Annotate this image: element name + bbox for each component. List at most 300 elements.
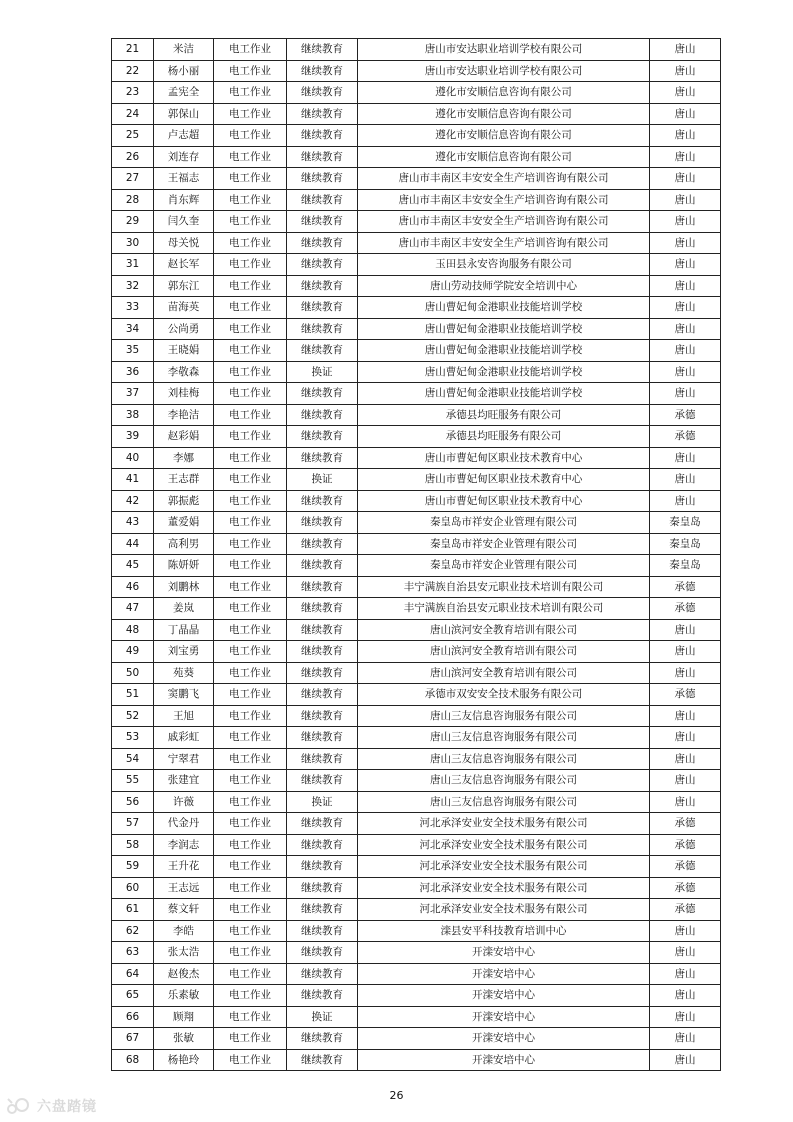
job-type-cell: 电工作业 (214, 727, 287, 749)
name-cell: 赵长军 (154, 254, 214, 276)
region-cell: 唐山 (650, 82, 721, 104)
table-row (112, 791, 721, 813)
name-cell: 郭振彪 (154, 490, 214, 512)
table-row (112, 877, 721, 899)
training-type-cell: 换证 (287, 1006, 358, 1028)
training-type-cell: 继续教育 (287, 899, 358, 921)
training-type-cell: 继续教育 (287, 125, 358, 147)
training-type-cell: 继续教育 (287, 146, 358, 168)
job-type-cell: 电工作业 (214, 555, 287, 577)
training-type-cell: 继续教育 (287, 641, 358, 663)
row-number-cell: 29 (112, 211, 154, 233)
name-cell: 李娜 (154, 447, 214, 469)
row-number-cell: 50 (112, 662, 154, 684)
training-institution-cell: 唐山曹妃甸金港职业技能培训学校 (358, 318, 650, 340)
training-institution-cell: 承德县均旺服务有限公司 (358, 426, 650, 448)
table-row (112, 899, 721, 921)
training-type-cell: 继续教育 (287, 82, 358, 104)
training-type-cell: 继续教育 (287, 297, 358, 319)
training-institution-cell: 河北承泽安业安全技术服务有限公司 (358, 813, 650, 835)
job-type-cell: 电工作业 (214, 899, 287, 921)
table-row (112, 1028, 721, 1050)
region-cell: 唐山 (650, 985, 721, 1007)
name-cell: 李润志 (154, 834, 214, 856)
training-institution-cell: 唐山市丰南区丰安安全生产培训咨询有限公司 (358, 211, 650, 233)
training-type-cell: 继续教育 (287, 963, 358, 985)
training-institution-cell: 玉田县永安咨询服务有限公司 (358, 254, 650, 276)
row-number-cell: 58 (112, 834, 154, 856)
name-cell: 母关悦 (154, 232, 214, 254)
training-type-cell: 继续教育 (287, 619, 358, 641)
region-cell: 承德 (650, 684, 721, 706)
row-number-cell: 39 (112, 426, 154, 448)
job-type-cell: 电工作业 (214, 211, 287, 233)
region-cell: 唐山 (650, 447, 721, 469)
table-row (112, 662, 721, 684)
row-number-cell: 35 (112, 340, 154, 362)
region-cell: 秦皇岛 (650, 555, 721, 577)
training-institution-cell: 丰宁满族自治县安元职业技术培训有限公司 (358, 576, 650, 598)
region-cell: 承德 (650, 598, 721, 620)
region-cell: 唐山 (650, 275, 721, 297)
name-cell: 刘鹏林 (154, 576, 214, 598)
training-type-cell: 继续教育 (287, 770, 358, 792)
region-cell: 唐山 (650, 211, 721, 233)
region-cell: 唐山 (650, 469, 721, 491)
job-type-cell: 电工作业 (214, 469, 287, 491)
job-type-cell: 电工作业 (214, 254, 287, 276)
training-type-cell: 继续教育 (287, 340, 358, 362)
job-type-cell: 电工作业 (214, 684, 287, 706)
training-institution-cell: 开滦安培中心 (358, 1028, 650, 1050)
training-institution-cell: 遵化市安顺信息咨询有限公司 (358, 82, 650, 104)
region-cell: 唐山 (650, 1049, 721, 1071)
training-type-cell: 继续教育 (287, 985, 358, 1007)
table-row (112, 490, 721, 512)
name-cell: 苑葵 (154, 662, 214, 684)
job-type-cell: 电工作业 (214, 168, 287, 190)
training-type-cell: 继续教育 (287, 318, 358, 340)
job-type-cell: 电工作业 (214, 275, 287, 297)
training-institution-cell: 丰宁满族自治县安元职业技术培训有限公司 (358, 598, 650, 620)
job-type-cell: 电工作业 (214, 39, 287, 61)
name-cell: 姜岚 (154, 598, 214, 620)
table-row (112, 576, 721, 598)
table-body (112, 39, 721, 1071)
row-number-cell: 25 (112, 125, 154, 147)
training-type-cell: 继续教育 (287, 834, 358, 856)
name-cell: 王旭 (154, 705, 214, 727)
table-row (112, 103, 721, 125)
training-institution-cell: 秦皇岛市祥安企业管理有限公司 (358, 533, 650, 555)
training-institution-cell: 开滦安培中心 (358, 1006, 650, 1028)
region-cell: 唐山 (650, 146, 721, 168)
training-institution-cell: 唐山市曹妃甸区职业技术教育中心 (358, 469, 650, 491)
table-row (112, 770, 721, 792)
region-cell: 唐山 (650, 232, 721, 254)
training-institution-cell: 开滦安培中心 (358, 1049, 650, 1071)
name-cell: 孟宪全 (154, 82, 214, 104)
name-cell: 王晓娟 (154, 340, 214, 362)
job-type-cell: 电工作业 (214, 1049, 287, 1071)
name-cell: 陈妍妍 (154, 555, 214, 577)
row-number-cell: 30 (112, 232, 154, 254)
training-institution-cell: 唐山三友信息咨询服务有限公司 (358, 748, 650, 770)
table-row (112, 705, 721, 727)
name-cell: 苗海英 (154, 297, 214, 319)
region-cell: 承德 (650, 877, 721, 899)
row-number-cell: 68 (112, 1049, 154, 1071)
page-number: 26 (389, 1089, 404, 1102)
training-type-cell: 继续教育 (287, 877, 358, 899)
job-type-cell: 电工作业 (214, 426, 287, 448)
row-number-cell: 54 (112, 748, 154, 770)
training-type-cell: 继续教育 (287, 512, 358, 534)
region-cell: 承德 (650, 813, 721, 835)
name-cell: 戚彩虹 (154, 727, 214, 749)
region-cell: 唐山 (650, 168, 721, 190)
row-number-cell: 60 (112, 877, 154, 899)
training-type-cell: 换证 (287, 469, 358, 491)
region-cell: 唐山 (650, 60, 721, 82)
region-cell: 承德 (650, 426, 721, 448)
row-number-cell: 27 (112, 168, 154, 190)
job-type-cell: 电工作业 (214, 189, 287, 211)
table-row (112, 361, 721, 383)
table-row (112, 727, 721, 749)
row-number-cell: 55 (112, 770, 154, 792)
job-type-cell: 电工作业 (214, 404, 287, 426)
name-cell: 窦鹏飞 (154, 684, 214, 706)
training-type-cell: 继续教育 (287, 60, 358, 82)
region-cell: 唐山 (650, 383, 721, 405)
region-cell: 唐山 (650, 770, 721, 792)
name-cell: 刘宝勇 (154, 641, 214, 663)
training-type-cell: 继续教育 (287, 727, 358, 749)
training-type-cell: 继续教育 (287, 705, 358, 727)
job-type-cell: 电工作业 (214, 641, 287, 663)
job-type-cell: 电工作业 (214, 942, 287, 964)
row-number-cell: 57 (112, 813, 154, 835)
training-institution-cell: 唐山三友信息咨询服务有限公司 (358, 770, 650, 792)
training-institution-cell: 遵化市安顺信息咨询有限公司 (358, 146, 650, 168)
training-type-cell: 继续教育 (287, 254, 358, 276)
name-cell: 张太浩 (154, 942, 214, 964)
row-number-cell: 47 (112, 598, 154, 620)
table-row (112, 469, 721, 491)
table-row (112, 963, 721, 985)
region-cell: 承德 (650, 856, 721, 878)
table-row (112, 146, 721, 168)
job-type-cell: 电工作业 (214, 297, 287, 319)
training-type-cell: 继续教育 (287, 748, 358, 770)
table-row (112, 232, 721, 254)
row-number-cell: 32 (112, 275, 154, 297)
training-institution-cell: 唐山曹妃甸金港职业技能培训学校 (358, 383, 650, 405)
training-type-cell: 继续教育 (287, 684, 358, 706)
training-institution-cell: 唐山三友信息咨询服务有限公司 (358, 705, 650, 727)
training-institution-cell: 唐山市丰南区丰安安全生产培训咨询有限公司 (358, 189, 650, 211)
training-type-cell: 继续教育 (287, 490, 358, 512)
training-institution-cell: 河北承泽安业安全技术服务有限公司 (358, 834, 650, 856)
job-type-cell: 电工作业 (214, 877, 287, 899)
name-cell: 卢志超 (154, 125, 214, 147)
job-type-cell: 电工作业 (214, 598, 287, 620)
name-cell: 宁翠君 (154, 748, 214, 770)
table-row (112, 447, 721, 469)
training-institution-cell: 河北承泽安业安全技术服务有限公司 (358, 877, 650, 899)
training-type-cell: 继续教育 (287, 598, 358, 620)
row-number-cell: 63 (112, 942, 154, 964)
row-number-cell: 38 (112, 404, 154, 426)
training-type-cell: 继续教育 (287, 555, 358, 577)
region-cell: 唐山 (650, 1006, 721, 1028)
training-institution-cell: 秦皇岛市祥安企业管理有限公司 (358, 512, 650, 534)
certification-table (111, 38, 721, 1071)
row-number-cell: 21 (112, 39, 154, 61)
row-number-cell: 28 (112, 189, 154, 211)
name-cell: 顾翔 (154, 1006, 214, 1028)
name-cell: 许薇 (154, 791, 214, 813)
table-row (112, 426, 721, 448)
job-type-cell: 电工作业 (214, 383, 287, 405)
table-row (112, 275, 721, 297)
job-type-cell: 电工作业 (214, 361, 287, 383)
table-row (112, 985, 721, 1007)
training-institution-cell: 河北承泽安业安全技术服务有限公司 (358, 856, 650, 878)
table-row (112, 404, 721, 426)
name-cell: 赵彩娟 (154, 426, 214, 448)
row-number-cell: 44 (112, 533, 154, 555)
job-type-cell: 电工作业 (214, 985, 287, 1007)
row-number-cell: 56 (112, 791, 154, 813)
region-cell: 唐山 (650, 340, 721, 362)
job-type-cell: 电工作业 (214, 920, 287, 942)
name-cell: 李敬森 (154, 361, 214, 383)
training-type-cell: 继续教育 (287, 404, 358, 426)
table-row (112, 254, 721, 276)
row-number-cell: 66 (112, 1006, 154, 1028)
table-row (112, 1049, 721, 1071)
name-cell: 丁晶晶 (154, 619, 214, 641)
row-number-cell: 33 (112, 297, 154, 319)
region-cell: 唐山 (650, 254, 721, 276)
region-cell: 承德 (650, 404, 721, 426)
job-type-cell: 电工作业 (214, 856, 287, 878)
training-type-cell: 继续教育 (287, 942, 358, 964)
training-institution-cell: 开滦安培中心 (358, 963, 650, 985)
row-number-cell: 61 (112, 899, 154, 921)
name-cell: 董爱娟 (154, 512, 214, 534)
region-cell: 唐山 (650, 791, 721, 813)
name-cell: 张敏 (154, 1028, 214, 1050)
table-row (112, 813, 721, 835)
table-row (112, 834, 721, 856)
row-number-cell: 36 (112, 361, 154, 383)
training-institution-cell: 唐山市曹妃甸区职业技术教育中心 (358, 447, 650, 469)
name-cell: 肖东辉 (154, 189, 214, 211)
job-type-cell: 电工作业 (214, 232, 287, 254)
row-number-cell: 31 (112, 254, 154, 276)
table-row (112, 168, 721, 190)
table-row (112, 533, 721, 555)
row-number-cell: 42 (112, 490, 154, 512)
training-institution-cell: 开滦安培中心 (358, 942, 650, 964)
table-row (112, 555, 721, 577)
training-institution-cell: 唐山曹妃甸金港职业技能培训学校 (358, 361, 650, 383)
training-type-cell: 继续教育 (287, 211, 358, 233)
job-type-cell: 电工作业 (214, 770, 287, 792)
training-institution-cell: 唐山滨河安全教育培训有限公司 (358, 662, 650, 684)
job-type-cell: 电工作业 (214, 146, 287, 168)
name-cell: 蔡文轩 (154, 899, 214, 921)
region-cell: 承德 (650, 576, 721, 598)
job-type-cell: 电工作业 (214, 1006, 287, 1028)
region-cell: 唐山 (650, 39, 721, 61)
job-type-cell: 电工作业 (214, 662, 287, 684)
region-cell: 唐山 (650, 963, 721, 985)
training-type-cell: 换证 (287, 361, 358, 383)
region-cell: 唐山 (650, 619, 721, 641)
table-row (112, 641, 721, 663)
training-institution-cell: 唐山市曹妃甸区职业技术教育中心 (358, 490, 650, 512)
training-type-cell: 继续教育 (287, 662, 358, 684)
row-number-cell: 62 (112, 920, 154, 942)
region-cell: 唐山 (650, 920, 721, 942)
row-number-cell: 59 (112, 856, 154, 878)
training-type-cell: 继续教育 (287, 576, 358, 598)
job-type-cell: 电工作业 (214, 82, 287, 104)
table-row (112, 125, 721, 147)
training-institution-cell: 遵化市安顺信息咨询有限公司 (358, 103, 650, 125)
job-type-cell: 电工作业 (214, 340, 287, 362)
row-number-cell: 37 (112, 383, 154, 405)
training-type-cell: 继续教育 (287, 426, 358, 448)
training-type-cell: 继续教育 (287, 1049, 358, 1071)
region-cell: 唐山 (650, 189, 721, 211)
training-institution-cell: 开滦安培中心 (358, 985, 650, 1007)
training-type-cell: 继续教育 (287, 275, 358, 297)
region-cell: 承德 (650, 899, 721, 921)
training-institution-cell: 遵化市安顺信息咨询有限公司 (358, 125, 650, 147)
name-cell: 闫久奎 (154, 211, 214, 233)
name-cell: 高利男 (154, 533, 214, 555)
region-cell: 秦皇岛 (650, 533, 721, 555)
job-type-cell: 电工作业 (214, 125, 287, 147)
row-number-cell: 49 (112, 641, 154, 663)
watermark-logo-icon (6, 1096, 32, 1116)
table-row (112, 748, 721, 770)
row-number-cell: 22 (112, 60, 154, 82)
table-row (112, 512, 721, 534)
job-type-cell: 电工作业 (214, 60, 287, 82)
region-cell: 唐山 (650, 361, 721, 383)
table-row (112, 920, 721, 942)
training-institution-cell: 唐山市丰南区丰安安全生产培训咨询有限公司 (358, 168, 650, 190)
name-cell: 赵俊杰 (154, 963, 214, 985)
region-cell: 唐山 (650, 103, 721, 125)
table-row (112, 39, 721, 61)
row-number-cell: 53 (112, 727, 154, 749)
table-row (112, 856, 721, 878)
name-cell: 刘桂梅 (154, 383, 214, 405)
region-cell: 唐山 (650, 297, 721, 319)
name-cell: 王升花 (154, 856, 214, 878)
table-row (112, 1006, 721, 1028)
row-number-cell: 67 (112, 1028, 154, 1050)
job-type-cell: 电工作业 (214, 791, 287, 813)
row-number-cell: 48 (112, 619, 154, 641)
row-number-cell: 24 (112, 103, 154, 125)
name-cell: 王志群 (154, 469, 214, 491)
job-type-cell: 电工作业 (214, 533, 287, 555)
training-type-cell: 继续教育 (287, 1028, 358, 1050)
job-type-cell: 电工作业 (214, 490, 287, 512)
region-cell: 唐山 (650, 705, 721, 727)
region-cell: 唐山 (650, 1028, 721, 1050)
name-cell: 公尚勇 (154, 318, 214, 340)
row-number-cell: 43 (112, 512, 154, 534)
region-cell: 唐山 (650, 490, 721, 512)
table-row (112, 60, 721, 82)
job-type-cell: 电工作业 (214, 103, 287, 125)
table-row (112, 598, 721, 620)
watermark (6, 1094, 97, 1118)
row-number-cell: 65 (112, 985, 154, 1007)
region-cell: 承德 (650, 834, 721, 856)
training-institution-cell: 滦县安平科技教育培训中心 (358, 920, 650, 942)
region-cell: 唐山 (650, 641, 721, 663)
name-cell: 郭保山 (154, 103, 214, 125)
job-type-cell: 电工作业 (214, 1028, 287, 1050)
training-type-cell: 继续教育 (287, 920, 358, 942)
name-cell: 代金丹 (154, 813, 214, 835)
job-type-cell: 电工作业 (214, 705, 287, 727)
name-cell: 米洁 (154, 39, 214, 61)
job-type-cell: 电工作业 (214, 619, 287, 641)
row-number-cell: 52 (112, 705, 154, 727)
name-cell: 杨小丽 (154, 60, 214, 82)
table-row (112, 318, 721, 340)
job-type-cell: 电工作业 (214, 318, 287, 340)
row-number-cell: 34 (112, 318, 154, 340)
table-row (112, 383, 721, 405)
table-row (112, 189, 721, 211)
row-number-cell: 64 (112, 963, 154, 985)
training-institution-cell: 唐山市安达职业培训学校有限公司 (358, 39, 650, 61)
training-institution-cell: 唐山劳动技师学院安全培训中心 (358, 275, 650, 297)
job-type-cell: 电工作业 (214, 813, 287, 835)
region-cell: 唐山 (650, 942, 721, 964)
job-type-cell: 电工作业 (214, 447, 287, 469)
training-institution-cell: 唐山三友信息咨询服务有限公司 (358, 791, 650, 813)
name-cell: 杨艳玲 (154, 1049, 214, 1071)
training-type-cell: 继续教育 (287, 856, 358, 878)
training-institution-cell: 河北承泽安业安全技术服务有限公司 (358, 899, 650, 921)
training-institution-cell: 唐山市丰南区丰安安全生产培训咨询有限公司 (358, 232, 650, 254)
table-row (112, 684, 721, 706)
training-type-cell: 继续教育 (287, 189, 358, 211)
training-type-cell: 换证 (287, 791, 358, 813)
row-number-cell: 41 (112, 469, 154, 491)
training-type-cell: 继续教育 (287, 39, 358, 61)
job-type-cell: 电工作业 (214, 963, 287, 985)
name-cell: 王福志 (154, 168, 214, 190)
training-institution-cell: 唐山曹妃甸金港职业技能培训学校 (358, 340, 650, 362)
job-type-cell: 电工作业 (214, 576, 287, 598)
name-cell: 王志远 (154, 877, 214, 899)
job-type-cell: 电工作业 (214, 834, 287, 856)
